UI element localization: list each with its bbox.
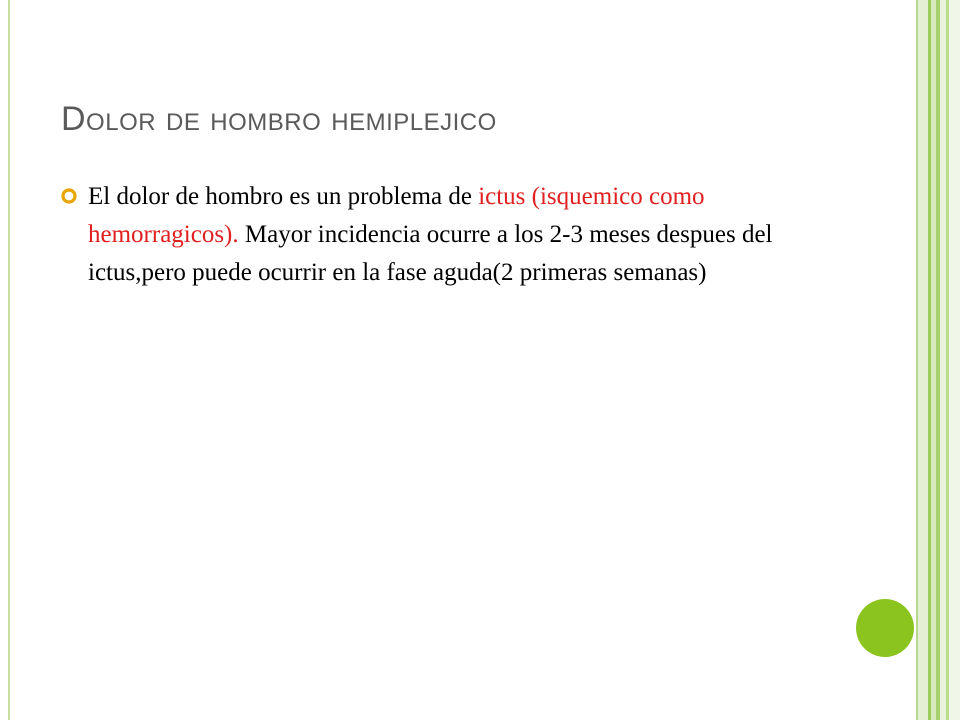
slide-title: Dolor de hombro hemiplejico bbox=[61, 100, 497, 138]
bullet-text: El dolor de hombro es un problema de bbox=[88, 183, 479, 210]
highlighted-text: ictus (isquemico como hemorragicos). bbox=[88, 183, 705, 248]
bullet-list bbox=[60, 178, 820, 292]
decorative-green-circle bbox=[856, 599, 914, 657]
bullet-text-continued: Mayor incidencia ocurre a los 2-3 meses despues del ictus,pero puede ocurrir en la fase aguda(2 primeras semanas) bbox=[88, 221, 773, 286]
left-frame-line bbox=[8, 0, 10, 720]
right-stripe bbox=[949, 0, 960, 720]
bullet-item bbox=[60, 178, 820, 292]
ring-bullet-icon bbox=[60, 187, 78, 205]
right-stripe bbox=[918, 0, 928, 720]
